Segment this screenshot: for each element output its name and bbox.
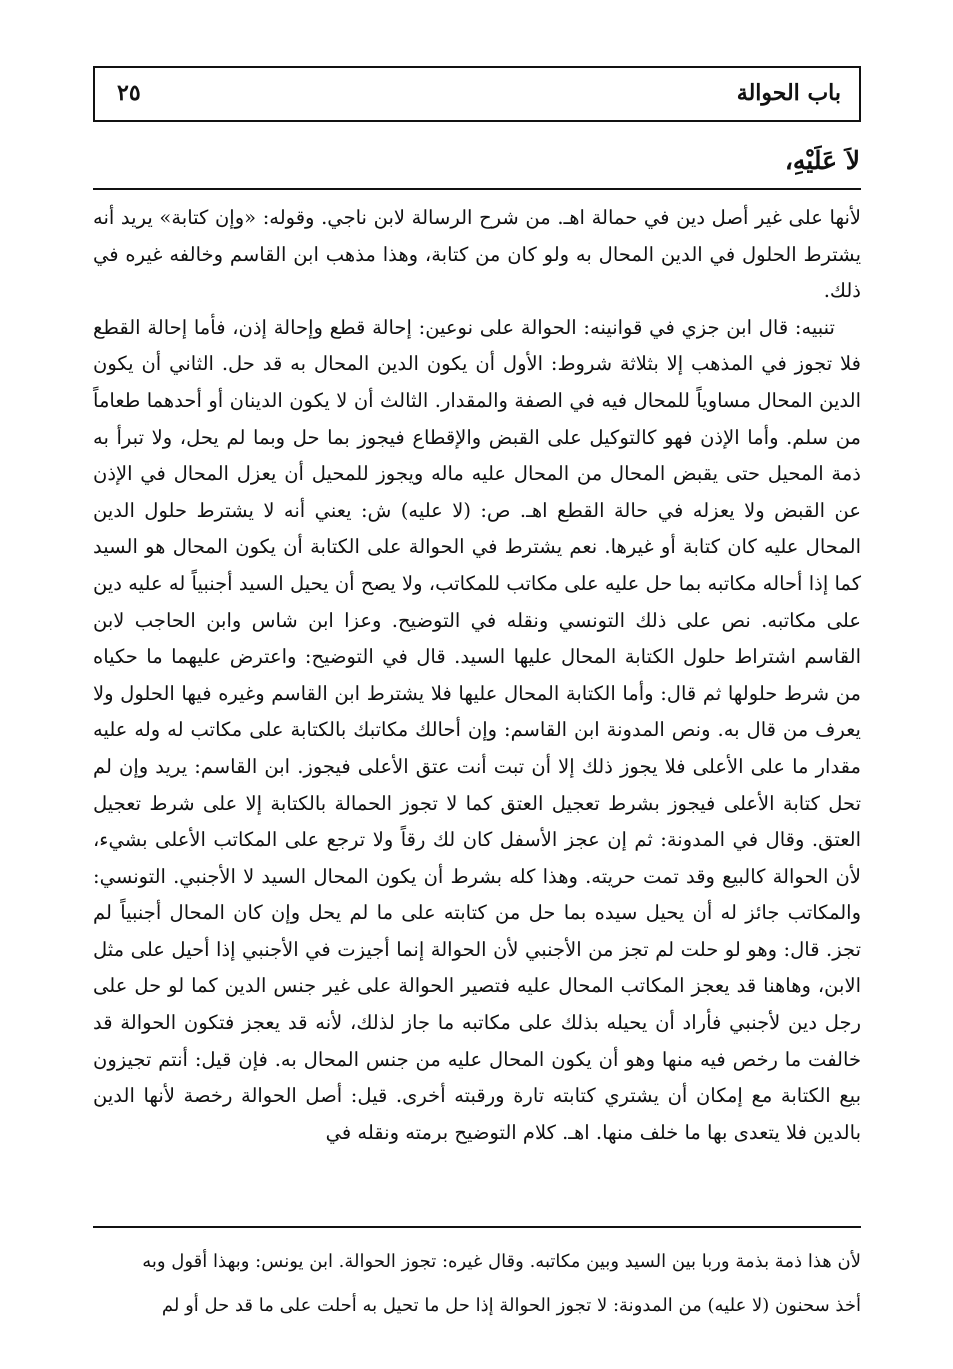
chapter-title: باب الحوالة — [736, 80, 841, 106]
commentary-body — [93, 200, 861, 1151]
footnote-line-2: أخذ سحنون (لا عليه) من المدونة: لا تجوز الحوالة إذا حل ما تحيل به أحلت على ما قد حل أو لم — [161, 1295, 861, 1316]
top-divider — [93, 188, 861, 190]
page-header — [93, 66, 861, 122]
paragraph-1: لأنها على غير أصل دين في حمالة اهـ. من شرح الرسالة لابن ناجي. وقوله: «وإن كتابة» يريد أنه يشترط الحلول في الدين المحال به ولو كان من كتابة، وهذا مذهب ابن القاسم وخالفه غيره في ذلك. — [93, 206, 861, 303]
footnote-divider — [93, 1226, 861, 1228]
matn-fragment: لاَ عَلَيْهِ، — [784, 146, 860, 175]
footnote-section — [93, 1240, 861, 1328]
page-number: ٢٥ — [117, 80, 141, 106]
paragraph-2: تنبيه: قال ابن جزي في قوانينه: الحوالة على نوعين: إحالة قطع وإحالة إذن، فأما إحالة القطع فلا تجوز في المذهب إلا بثلاثة شروط: الأول أن يكون الدين المحال به قد حل. الثاني أن يكون الدين المحال مساوياً للمحال فيه في الصفة والمقدار. الثالث أن لا يكون الدينان أو أحدهما طعاماً من سلم. وأما الإذن فهو كالتوكيل على القبض والإقطاع فيجوز بما حل وبما لم يحل، ولا تبرأ به ذمة المحيل حتى يقبض المحال من المحال عليه ماله ويجوز للمحيل أن يعزل المحال في الإذن عن القبض ولا يعزله في حالة القطع اهـ. ص: (لا عليه) ش: يعني أنه لا يشترط حلول الدين المحال عليه كان كتابة أو غيرها. نعم يشترط في الحوالة على الكتابة أن يكون المحال هو السيد كما إذا أحاله مكاتبه بما حل عليه على مكاتب للمكاتب، ولا يصح أن يحيل السيد أجنبياً له عليه دين على مكاتبه. نص على ذلك التونسي ونقله في التوضيح. وعزا ابن شاس وابن الحاجب لابن القاسم اشتراط حلول الكتابة المحال عليها السيد. قال في التوضيح: واعترض عليهما ما حكياه من شرط حلولها ثم قال: وأما الكتابة المحال عليها فلا يشترط ابن القاسم وغيره فيها الحلول ولا يعرف من قال به. ونص المدونة ابن القاسم: وإن أحالك مكاتبك بالكتابة على مكاتب له وله عليه مقدار ما على الأعلى فلا يجوز ذلك إلا أن تبت أنت عتق الأعلى فيجوز. ابن القاسم: يريد وإن لم تحل كتابة الأعلى فيجوز بشرط تعجيل العتق كما لا تجوز الحمالة بالكتابة إلا على شرط تعجيل العتق. وقال في المدونة: ثم إن عجز الأسفل كان لك رقاً ولا ترجع على المكاتب الأعلى بشيء، لأن الحوالة كالبيع وقد تمت حريته. وهذا كله بشرط أن يكون المحال السيد لا الأجنبي. التونسي: والمكاتب جائز له أن يحيل سيده بما حل من كتابته على ما لم يحل وإن كان المحال أجنبياً لم تجز. قال: وهو لو حلت لم تجز من الأجنبي لأن الحوالة إنما أجيزت في الأجنبي إذا أحيل على مثل الابن، وهاهنا قد يعجز المكاتب المحال عليه فتصير الحوالة على غير جنس الدين كما لو حل على رجل دين لأجنبي فأراد أن يحيله بذلك على مكاتبه ما جاز لذلك، لأنه قد يعجز فتكون الحوالة قد خالفت ما رخص فيه منها وهو أن يكون المحال عليه من جنس المحال به. فإن قيل: أنتم تجيزون بيع الكتابة مع إمكان أن يشتري كتابته تارة ورقبته أخرى. قيل: أصل الحوالة رخصة لأنها الدين بالدين فلا يتعدى بها ما خلف منها. اهـ. كلام التوضيح برمته ونقله في — [93, 315, 861, 1144]
footnote-line-1: لأن هذا ذمة بذمة وربا بين السيد وبين مكاتبه. وقال غيره: تجوز الحوالة. ابن يونس: وبهذا أقول وبه — [142, 1251, 861, 1272]
